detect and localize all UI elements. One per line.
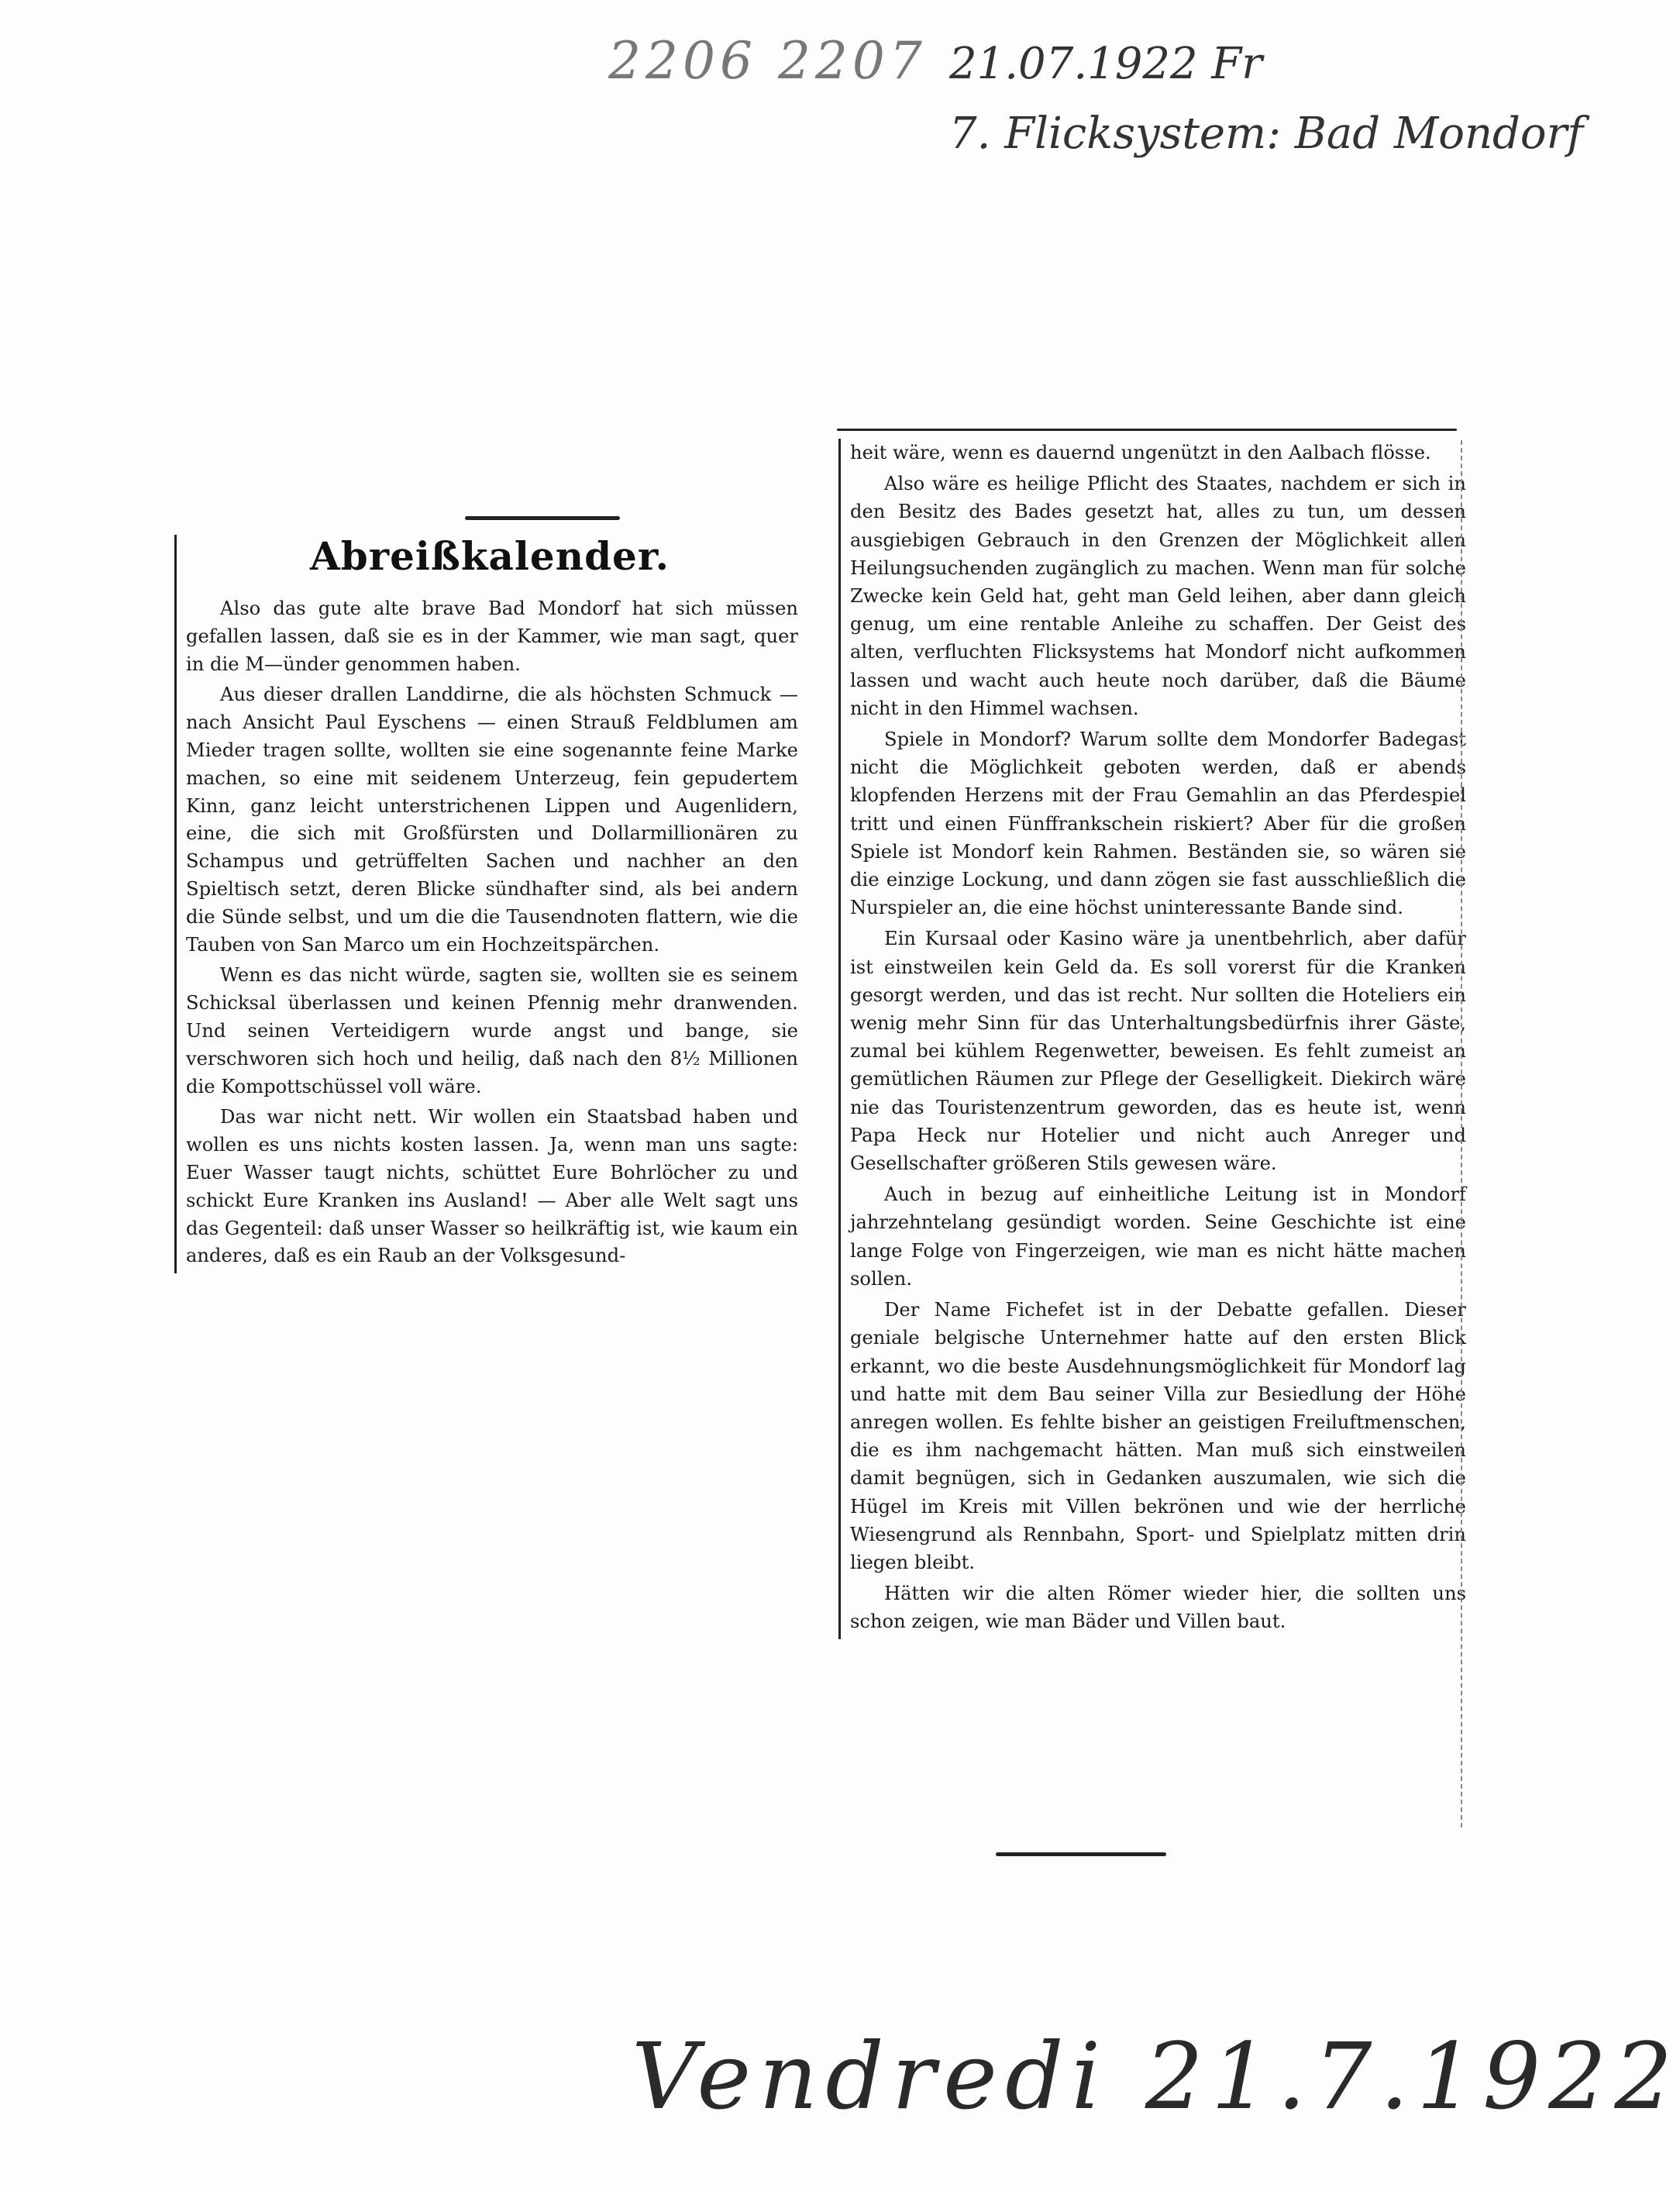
headline-spacer [186, 535, 798, 595]
article-headline: Abreißkalender. [310, 533, 670, 579]
article-paragraph: Also wäre es heilige Pflicht des Staates, nachdem er sich in den Besitz des Bades gesetzt hat, alles zu tun, um dessen ausgiebigen Gebrauch in den Grenzen der Möglichkeit allen Heilungsuchenden zugänglich zu machen. Wenn man für solche Zwecke kein Geld hat, geht man Geld leihen, aber dann gleich genug, um eine rentable Anleihe zu schaffen. Der Geist des alten, verfluchten Flicksystems hat Mondorf nicht aufkommen lassen und wacht auch heute noch darüber, daß die Bäume nicht in den Himmel wachsen. [850, 473, 1466, 719]
article-paragraph-continuation: heit wäre, wenn es dauernd ungenützt in den Aalbach flösse. [850, 442, 1431, 463]
column-top-rule [837, 429, 1457, 431]
article-paragraph: Wenn es das nicht würde, sagten sie, wollten sie es seinem Schicksal überlassen und keinen Pfennig mehr dranwenden. Und seinen Verteidigern wurde angst und bange, sie verschworen sich hoch und heilig, daß nach den 8½ Millionen die Kompottschüssel voll wäre. [186, 964, 798, 1097]
article-column-left [174, 535, 798, 1273]
clipping-edge [1461, 440, 1462, 1828]
article-end-rule [996, 1852, 1166, 1856]
article-column-right [838, 439, 1466, 1639]
handwritten-date: Vendredi 21.7.1922 [632, 2023, 1680, 2130]
article-paragraph: Hätten wir die alten Römer wieder hier, die sollten uns schon zeigen, wie man Bäder und Villen baut. [850, 1583, 1466, 1633]
article-paragraph: Das war nicht nett. Wir wollen ein Staatsbad haben und wollen es uns nichts kosten lassen. Ja, wenn man uns sagte: Euer Wasser taugt nichts, schüttet Eure Bohrlöcher zu und schickt Eure Kranken ins Ausland! — Aber alle Welt sagt uns das Gegenteil: daß unser Wasser so heilkräftig ist, wie kaum ein anderes, daß es ein Raub an der Volksgesund- [186, 1106, 798, 1267]
archive-number: 2206 2207 [608, 31, 927, 91]
article-paragraph: Ein Kursaal oder Kasino wäre ja unentbehrlich, aber dafür ist einstweilen kein Geld da. Es soll vorerst für die Kranken gesorgt werden, und das ist recht. Nur sollten die Hoteliers ein wenig mehr Sinn für das Unterhaltungsbedürfnis ihrer Gäste, zumal bei kühlem Regenwetter, beweisen. Es fehlt zumeist an gemütlichen Räumen zur Pflege der Geselligkeit. Diekirch wäre nie das Touristenzentrum geworden, das es heute ist, wenn Papa Heck nur Hotelier und nicht auch Anreger und Gesellschafter größeren Stils gewesen wäre. [850, 928, 1466, 1175]
article-paragraph: Also das gute alte brave Bad Mondorf hat sich müssen gefallen lassen, daß sie es in der Kammer, wie man sagt, quer in die M—ünder genommen haben. [186, 598, 798, 675]
archive-date: 21.07.1922 Fr [949, 39, 1263, 89]
article-paragraph: Aus dieser drallen Landdirne, die als höchsten Schmuck — nach Ansicht Paul Eyschens — einen Strauß Feldblumen am Mieder tragen sollte, wollten sie eine sogenannte feine Marke machen, so eine mit seidenem Unterzeug, fein gepudertem Kinn, ganz leicht unterstrichenen Lippen und Augenlidern, eine, die sich mit Großfürsten und Dollarmillionären zu Schampus und getrüffelten Sachen und nachher an den Spieltisch setzt, deren Blicke sündhafter sind, als bei andern die Sünde selbst, und um die die Tausendnoten flattern, wie die Tauben von San Marco um ein Hochzeitspärchen. [186, 684, 798, 956]
article-paragraph: Spiele in Mondorf? Warum sollte dem Mondorfer Badegast nicht die Möglichkeit geboten werden, daß er abends klopfenden Herzens mit der Frau Gemahlin an das Pferdespiel tritt und einen Fünffrankschein riskiert? Aber für die großen Spiele ist Mondorf kein Rahmen. Beständen sie, so wären sie die einzige Lockung, und dann zögen sie fast ausschließlich die Nurspieler an, die eine höchst uninteressante Bande sind. [850, 729, 1466, 919]
article-paragraph: Auch in bezug auf einheitliche Leitung ist in Mondorf jahrzehntelang gesündigt worden. Seine Geschichte ist eine lange Folge von Fingerzeigen, wie man es nicht hätte machen sollen. [850, 1183, 1466, 1290]
article-paragraph: Der Name Fichefet ist in der Debatte gefallen. Dieser geniale belgische Unternehmer hatte auf den ersten Blick erkannt, wo die beste Ausdehnungsmöglichkeit für Mondorf lag und hatte mit dem Bau seiner Villa zur Besiedlung der Höhe anregen wollen. Es fehlte bisher an geistigen Freiluftmenschen, die es ihm nachgemacht hätten. Man muß sich einstweilen damit begnügen, sich in Gedanken auszumalen, wie sich die Hügel im Kreis mit Villen bekrönen und wie der herrliche Wiesengrund als Rennbahn, Sport- und Spielplatz mitten drin liegen bleibt. [850, 1299, 1466, 1573]
headline-rule [465, 516, 620, 520]
archive-subject: 7. Flicksystem: Bad Mondorf [949, 109, 1584, 159]
